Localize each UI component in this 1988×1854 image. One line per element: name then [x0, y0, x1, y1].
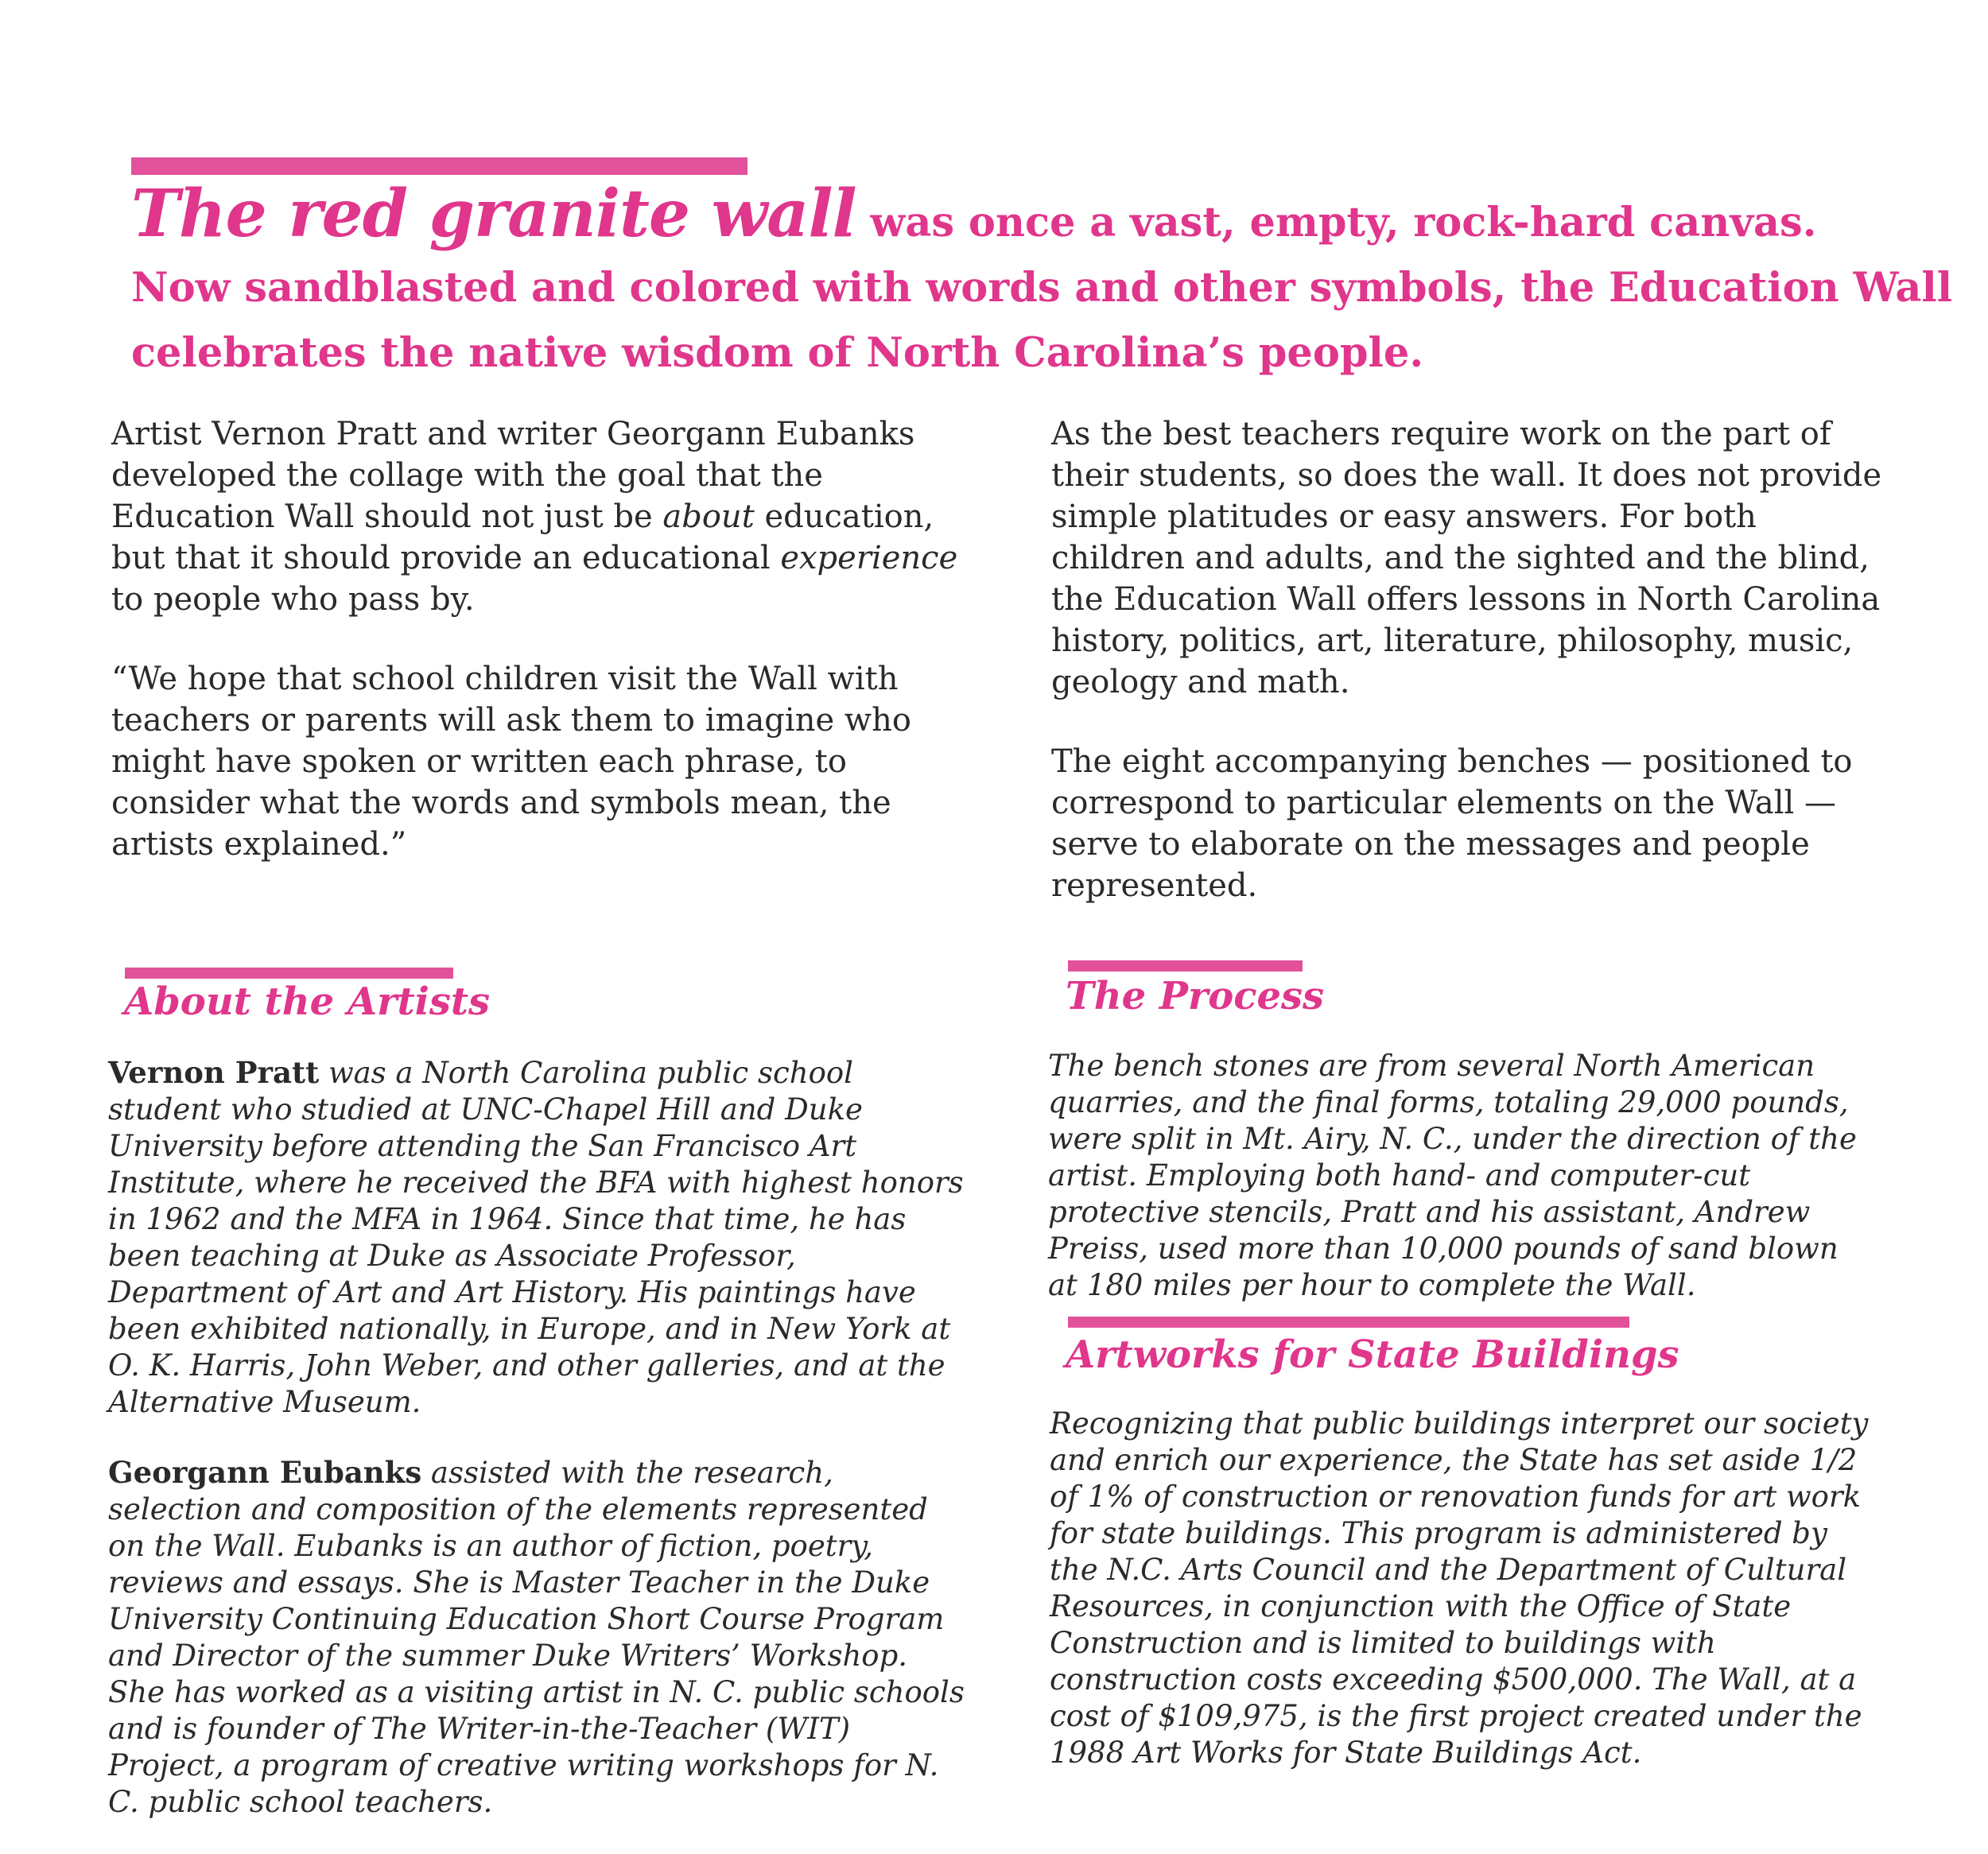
eubanks-name: Georgann Eubanks — [108, 1455, 422, 1490]
process-rule — [1068, 960, 1303, 972]
artworks-title: Artworks for State Buildings — [1066, 1332, 1679, 1377]
headline-line-2: Now sandblasted and colored with words and other symbols, the Education Wall — [131, 264, 1953, 312]
process-title: The Process — [1066, 974, 1325, 1018]
intro-text: Artist Vernon Pratt and writer Georgann Eubanks developed the collage with the goal that the Education Wall should not just be — [111, 416, 915, 535]
eubanks-bio-text: assisted with the research, selection and composition of the elements represented on the Wall. Eubanks is an author of fiction, poetry, reviews and essays. She is Master Teacher in the Duke University Continuing Education Short Course Program and Director of the summer Duke Writers’ Workshop. She has worked as a visiting artist in N. C. public schools and is founder of The Writer-in-the-Teacher (WIT) Project, a program of creative writing workshops for N. C. public school teachers. — [108, 1456, 965, 1819]
pratt-name: Vernon Pratt — [108, 1055, 320, 1090]
intro-left-paragraph-2: “We hope that school children visit the Wall with teachers or parents will ask them to imagine who might have spoken or written each phrase, to consider what the words and symbols mean, the artists explained.” — [111, 661, 911, 863]
about-artists-body — [108, 1054, 967, 1854]
intro-left-paragraph-1 — [111, 413, 970, 620]
intro-italic-about: about — [662, 498, 755, 535]
headline-emphasis: The red granite wall — [131, 176, 856, 252]
headline-line-1-rest: was once a vast, empty, rock-hard canvas. — [856, 199, 1817, 246]
about-artists-rule — [125, 968, 453, 979]
intro-text: to people who pass by. — [111, 581, 475, 618]
pratt-bio — [108, 1054, 967, 1421]
headline-rule — [131, 157, 747, 175]
intro-italic-experience: experience — [780, 540, 958, 576]
intro-text: education, but that it should provide an educational — [111, 498, 934, 576]
intro-right-paragraph-1: As the best teachers require work on the part of their students, so does the wall. It does not provide simple platitudes or easy answers. For both children and adults, and the sighted and the blind, the Education Wall offers lessons in North Carolina history, politics, art, literature, philosophy, music, geology and math. — [1051, 416, 1882, 700]
headline-line-3: celebrates the native wisdom of North Carolina’s people. — [131, 329, 1424, 377]
headline-line-1 — [131, 176, 1905, 255]
headline — [131, 176, 1953, 386]
intro-left-column — [111, 413, 970, 903]
artworks-body: Recognizing that public buildings interpret our society and enrich our experience, the State has set aside 1/2 of 1% of construction or renovation funds for art work for state buildings. This program is administered by the N.C. Arts Council and the Department of Cultural Resources, in conjunction with the Office of State Construction and is limited to buildings with construction costs exceeding $500,000. The Wall, at a cost of $109,975, is the first project created under the 1988 Art Works for State Buildings Act. — [1050, 1406, 1869, 1770]
about-artists-title: About the Artists — [124, 979, 491, 1024]
intro-right-column — [1051, 413, 1894, 944]
process-body: The bench stones are from several North American quarries, and the final forms, totaling 29,000 pounds, were split in Mt. Airy, N. C., under the direction of the artist. Employing both hand- and computer-cut protective stencils, Pratt and his assistant, Andrew Preiss, used more than 10,000 pounds of sand blown at 180 miles per hour to complete the Wall. — [1048, 1049, 1857, 1302]
intro-right-paragraph-2: The eight accompanying benches — positioned to correspond to particular elements on the Wall — serve to elaborate on the messages and people represented. — [1051, 743, 1853, 904]
eubanks-bio — [108, 1454, 967, 1821]
artworks-rule — [1068, 1317, 1629, 1328]
pratt-bio-text: was a North Carolina public school student who studied at UNC-Chapel Hill and Duke University before attending the San Francisco Art Institute, where he received the BFA with highest honors in 1962 and the MFA in 1964. Since that time, he has been teaching at Duke as Associate Professor, Department of Art and Art History. His paintings have been exhibited nationally, in Europe, and in New York at O. K. Harris, John Weber, and other galleries, and at the Alternative Museum. — [108, 1056, 964, 1419]
